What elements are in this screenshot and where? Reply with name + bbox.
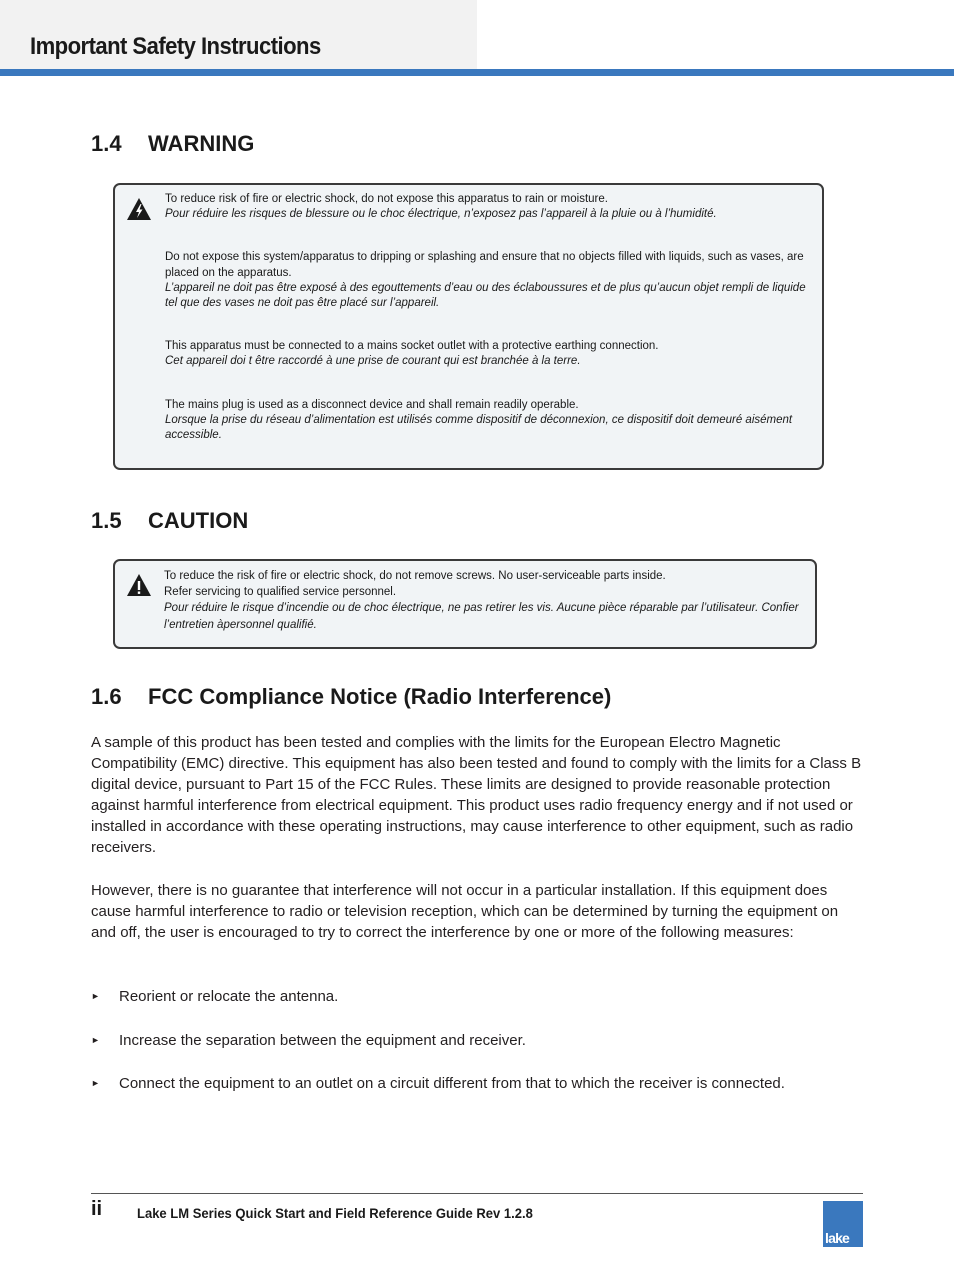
list-item bbox=[91, 1073, 785, 1094]
list-item-text: Reorient or relocate the antenna. bbox=[119, 988, 339, 1005]
list-item bbox=[91, 986, 338, 1007]
section-number: 1.5 bbox=[91, 508, 122, 533]
warning-item-fr: Cet appareil doi t être raccordé à une prise de courant qui est branchée à la terre. bbox=[165, 355, 581, 368]
bullet-arrow-icon: ► bbox=[91, 1078, 100, 1088]
warning-item-en: The mains plug is used as a disconnect device and shall remain readily operable. bbox=[165, 398, 579, 411]
caution-fr: Pour réduire le risque d’incendie ou de choc électrique, ne pas retirer les vis. Aucune pièce réparable par l’utilisateur. Confier l’entretien àpersonnel qualifié. bbox=[164, 602, 799, 632]
paragraph: A sample of this product has been tested and complies with the limits for the European Electro Magnetic Compatibility (EMC) directive. This equipment has also been tested and found to comply with the limits for a Class B digital device, pursuant to Part 15 of the FCC Rules. These limits are designed to provide reasonable protection against harmful interference from electrical equipment. This product uses radio frequency energy and if not used or installed in accordance with these operating instructions, may cause interference to other equipment, such as radio receivers. bbox=[91, 734, 862, 856]
logo-text: lake bbox=[825, 1230, 850, 1246]
section-title: FCC Compliance Notice (Radio Interference) bbox=[148, 684, 612, 709]
warning-box bbox=[113, 183, 824, 470]
fcc-heading bbox=[91, 684, 611, 710]
bullet-arrow-icon: ► bbox=[91, 1035, 100, 1045]
warning-item-en: This apparatus must be connected to a mains socket outlet with a protective earthing connection. bbox=[165, 340, 659, 353]
caution-en-line: Refer servicing to qualified service personnel. bbox=[164, 586, 397, 599]
warning-item-fr: Lorsque la prise du réseau d’alimentation est utilisés comme dispositif de déconnexion, ce dispositif doit demeuré aisément accessible. bbox=[165, 413, 793, 442]
fcc-paragraph-1 bbox=[91, 732, 866, 858]
list-item bbox=[91, 1030, 526, 1051]
list-item-text: Increase the separation between the equipment and receiver. bbox=[119, 1032, 526, 1049]
list-item-text: Connect the equipment to an outlet on a circuit different from that to which the receiver is connected. bbox=[119, 1075, 785, 1092]
warning-text bbox=[165, 192, 817, 443]
paragraph: However, there is no guarantee that interference will not occur in a particular installation. If this equipment does cause harmful interference to radio or television reception, which can be determined by turning the equipment on and off, the user is encouraged to try to correct the interference by one or more of the following measures: bbox=[91, 882, 839, 941]
warning-item-fr: L’appareil ne doit pas être exposé à des egouttements d’eau ou des éclaboussures et de plus qu’aucun objet rempli de liquide tel que des vases ne doit pas être placé sur l’appareil. bbox=[165, 281, 806, 310]
exclamation-warning-icon bbox=[126, 573, 152, 597]
caution-text bbox=[164, 568, 804, 634]
header-rule bbox=[0, 69, 954, 76]
warning-item-fr: Pour réduire les risques de blessure ou le choc électrique, n’exposez pas l’appareil à la pluie ou à l’humidité. bbox=[165, 208, 717, 221]
warning-item-en: Do not expose this system/apparatus to dripping or splashing and ensure that no objects filled with liquids, such as vases, are placed on the apparatus. bbox=[165, 251, 804, 279]
warning-item-en: To reduce risk of fire or electric shock, do not expose this apparatus to rain or moisture. bbox=[165, 193, 608, 205]
page-title: Important Safety Instructions bbox=[30, 33, 321, 60]
caution-heading bbox=[91, 508, 248, 534]
section-title: CAUTION bbox=[148, 508, 249, 533]
section-number: 1.4 bbox=[91, 131, 122, 156]
lake-logo bbox=[823, 1201, 863, 1247]
lightning-warning-icon bbox=[126, 197, 152, 221]
section-title: WARNING bbox=[148, 131, 255, 156]
caution-box bbox=[113, 559, 817, 649]
caution-en-line: To reduce the risk of fire or electric shock, do not remove screws. No user-serviceable parts inside. bbox=[164, 570, 666, 582]
page-number: ii bbox=[91, 1198, 103, 1220]
warning-heading bbox=[91, 131, 254, 157]
footer-rule bbox=[91, 1193, 863, 1194]
bullet-arrow-icon: ► bbox=[91, 991, 100, 1001]
fcc-paragraph-2 bbox=[91, 880, 866, 943]
section-number: 1.6 bbox=[91, 684, 122, 709]
footer-title: Lake LM Series Quick Start and Field Reference Guide Rev 1.2.8 bbox=[137, 1205, 533, 1221]
